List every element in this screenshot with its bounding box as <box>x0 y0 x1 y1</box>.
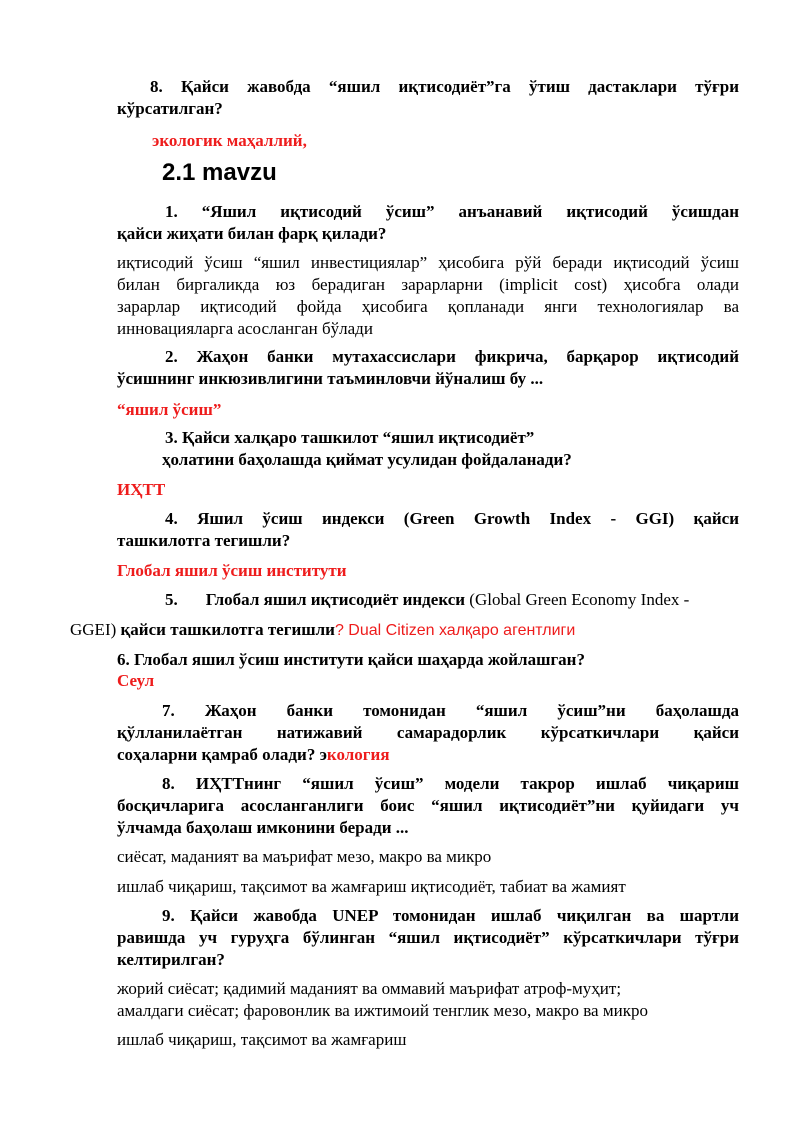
question-5-line1 <box>165 589 689 611</box>
question-7-line3 <box>117 744 390 766</box>
answer-3: ИҲТТ <box>117 480 166 499</box>
section-heading: 2.1 mavzu <box>162 159 277 186</box>
question-8-option1: сиёсат, маданият ва маърифат мезо, макро ва микро <box>117 847 492 866</box>
question-4-line2: ташкилотга тегишли? <box>117 531 291 550</box>
question-7-line1: 7. Жаҳон банки томонидан “яшил ўсиш”ни баҳолашда <box>162 701 739 720</box>
answer-1-line2: билан биргаликда юз берадиган зарарларни (implicit cost) ҳисобга олади <box>117 275 739 294</box>
question-8-line1: 8. ИҲТТнинг “яшил ўсиш” модели такрор ишлаб чиқариш <box>162 774 739 793</box>
question-9-option1b: амалдаги сиёсат; фаровонлик ва ижтимоий тенглик мезо, макро ва микро <box>117 1001 648 1020</box>
prev-question-8-answer: экологик маҳаллий, <box>152 131 307 150</box>
answer-1-line3: зарарлар иқтисодий фойда ҳисобига қопланади янги технологиялар ва <box>117 297 739 316</box>
question-7-line2: қўлланилаётган натижавий самарадорлик кўрсаткичлари қайси <box>117 723 739 742</box>
question-9-option2: ишлаб чиқариш, тақсимот ва жамғариш <box>117 1030 407 1049</box>
question-2-line1: 2. Жаҳон банки мутахассислари фикрича, барқарор иқтисодий <box>165 347 739 366</box>
answer-1-line1: иқтисодий ўсиш “яшил инвестициялар” ҳисобига рўй беради иқтисодий ўсиш <box>117 253 739 272</box>
question-9-line2: равишда уч гуруҳга бўлинган “яшил иқтисодиёт” кўрсаткичлари тўғри <box>117 928 739 947</box>
answer-5: ? Dual Citizen халқаро агентлиги <box>334 622 576 639</box>
question-8-option2: ишлаб чиқариш, тақсимот ва жамғариш иқтисодиёт, табиат ва жамият <box>117 877 626 896</box>
prev-question-8-line2: кўрсатилган? <box>117 99 223 118</box>
question-8-line3: ўлчамда баҳолаш имконини беради ... <box>117 818 409 837</box>
question-5-line2 <box>70 619 575 642</box>
answer-7: кология <box>326 745 390 764</box>
answer-4: Глобал яшил ўсиш институти <box>117 561 347 580</box>
answer-6: Сеул <box>117 671 155 690</box>
question-5-bold-part2: қайси ташкилотга тегишли <box>120 620 335 639</box>
answer-2: “яшил ўсиш” <box>117 400 222 419</box>
question-5-bold-part1: Глобал яшил иқтисодиёт индекси <box>205 590 466 609</box>
question-9-line1: 9. Қайси жавобда UNEP томонидан ишлаб чиқилган ва шартли <box>162 906 739 925</box>
question-5-number: 5. <box>165 590 178 609</box>
question-3-line1: 3. Қайси халқаро ташкилот “яшил иқтисодиёт” <box>165 428 535 447</box>
question-8-line2: босқичларига асосланганлиги боис “яшил иқтисодиёт”ни қуйидаги уч <box>117 796 739 815</box>
question-6: 6. Глобал яшил ўсиш институти қайси шаҳарда жойлашган? <box>117 650 585 669</box>
answer-1-line4: инновацияларга асосланган бўлади <box>117 319 373 338</box>
question-9-option1a: жорий сиёсат; қадимий маданият ва оммавий маърифат атроф-муҳит; <box>117 979 622 998</box>
question-1-line2: қайси жиҳати билан фарқ қилади? <box>117 224 387 243</box>
prev-question-8-line1: 8. Қайси жавобда “яшил иқтисодиёт”га ўтиш дастаклари тўғри <box>150 77 739 96</box>
question-5-normal-part1: (Global Green Economy Index - <box>465 590 690 609</box>
question-9-line3: келтирилган? <box>117 950 225 969</box>
question-4-line1: 4. Яшил ўсиш индекси (Green Growth Index - GGI) қайси <box>165 509 739 528</box>
question-5-normal-part2: GGEI) <box>70 620 121 639</box>
question-1-line1: 1. “Яшил иқтисодий ўсиш” анъанавий иқтисодий ўсишдан <box>165 202 739 221</box>
question-3-line2: ҳолатини баҳолашда қиймат усулидан фойдаланади? <box>162 450 572 469</box>
question-2-line2: ўсишнинг инкюзивлигини таъминловчи йўналиш бу ... <box>117 369 544 388</box>
question-7-line3-text: соҳаларни қамраб олади? э <box>117 745 327 764</box>
